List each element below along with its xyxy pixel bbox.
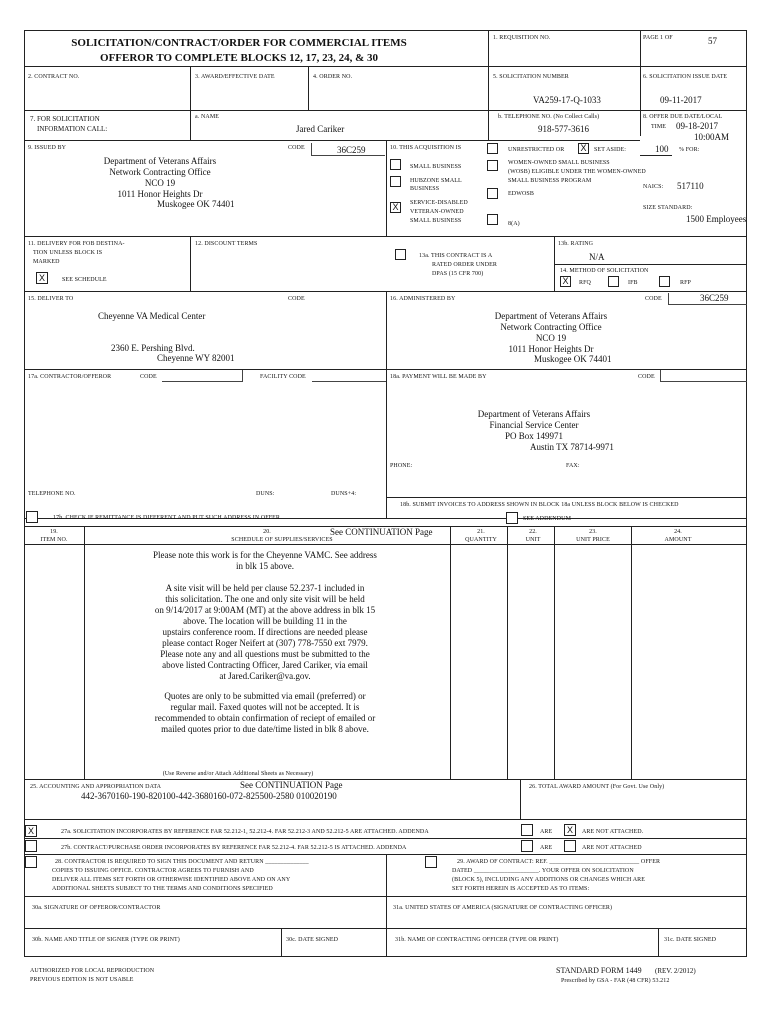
27b-are-checkbox[interactable] xyxy=(521,840,533,852)
telephone-label: b. TELEPHONE NO. (No Collect Calls) xyxy=(498,114,600,120)
administered-by-address: Department of Veterans Affairs Network Contracting Office NCO 19 1011 Honor Heights Dr xyxy=(494,311,608,354)
officer-date-label: 31c. DATE SIGNED xyxy=(664,937,717,943)
discount-terms-label: 12. DISCOUNT TERMS xyxy=(195,241,258,247)
delivery-fob-label-2: TION UNLESS BLOCK IS xyxy=(33,250,103,256)
telephone-number[interactable]: 918-577-3616 xyxy=(538,124,589,134)
officer-name-label: 31b. NAME OF CONTRACTING OFFICER (TYPE OR PRINT) xyxy=(395,937,559,943)
award-date-label: 3. AWARD/EFFECTIVE DATE xyxy=(195,74,275,80)
unrestricted-label: UNRESTRICTED OR xyxy=(508,147,565,153)
payment-address: Department of Veterans Affairs Financial Service Center PO Box 149971 xyxy=(477,409,591,441)
size-standard-label: SIZE STANDARD: xyxy=(643,205,693,211)
offeror-date-label: 30c. DATE SIGNED xyxy=(286,937,339,943)
administered-by-code[interactable]: 36C259 xyxy=(700,293,729,303)
set-aside-label: SET ASIDE: xyxy=(594,147,627,153)
contractor-label: 17a. CONTRACTOR/OFFEROR xyxy=(28,374,112,380)
col-unit-price-num: 23. xyxy=(589,529,597,535)
administered-by-label: 16. ADMINISTERED BY xyxy=(390,296,456,302)
rfp-checkbox[interactable] xyxy=(659,276,670,287)
solicitation-number[interactable]: VA259-17-Q-1033 xyxy=(533,95,601,105)
accounting-continuation: See CONTINUATION Page xyxy=(240,780,343,790)
wosb-label-2: (WOSB) ELIGIBLE UNDER THE WOMEN-OWNED xyxy=(508,169,646,175)
footer-prescribed: Prescribed by GSA - FAR (48 CFR) 53.212 xyxy=(561,978,670,984)
total-award-label: 26. TOTAL AWARD AMOUNT (For Govt. Use Only) xyxy=(529,784,665,790)
27a-checkbox[interactable]: X xyxy=(25,825,37,837)
small-business-label: SMALL BUSINESS xyxy=(410,164,462,170)
for-solicitation-label: 7. FOR SOLICITATION xyxy=(30,115,100,123)
duns-label: DUNS: xyxy=(256,491,275,497)
28-line3: DELIVER ALL ITEMS SET FORTH OR OTHERWISE IDENTIFIED ABOVE AND ON ANY xyxy=(52,877,291,883)
col-quantity-num: 21. xyxy=(477,529,485,535)
see-addendum-checkbox[interactable] xyxy=(506,512,518,524)
27b-are-not-label: ARE NOT ATTACHED xyxy=(582,845,642,851)
size-standard[interactable]: 1500 Employees xyxy=(686,214,747,224)
schedule-note-3: Quotes are only to be submitted via email (preferred) or regular mail. Faxed quotes will not be accepted. It is recommended to obtain confirmation of reciept of emailed or mailed quotes prior to due date/time listed in blk 8 above. xyxy=(154,691,376,734)
rfq-checkbox[interactable]: X xyxy=(560,276,571,287)
officer-signature-label: 31a. UNITED STATES OF AMERICA (SIGNATURE OF CONTRACTING OFFICER) xyxy=(393,905,613,911)
col-amount: AMOUNT xyxy=(664,537,692,543)
27a-are-not-label: ARE NOT ATTACHED. xyxy=(582,829,644,835)
administered-by-code-label: CODE xyxy=(645,296,662,302)
acquisition-label: 10. THIS ACQUISITION IS xyxy=(390,145,462,151)
duns4-label: DUNS+4: xyxy=(331,491,357,497)
footer-authorized: AUTHORIZED FOR LOCAL REPRODUCTION xyxy=(30,968,155,974)
information-call-label: INFORMATION CALL: xyxy=(37,125,108,133)
solicitation-number-label: 5. SOLICITATION NUMBER xyxy=(493,74,569,80)
set-aside-percent[interactable]: 100 xyxy=(655,144,669,154)
issued-by-code[interactable]: 36C259 xyxy=(337,145,366,155)
reverse-note: (Use Reverse and/or Attach Additional Sheets as Necessary) xyxy=(162,771,314,777)
27b-checkbox[interactable] xyxy=(25,840,37,852)
footer-revision: (REV. 2/2012) xyxy=(655,967,696,975)
payment-label: 18a. PAYMENT WILL BE MADE BY xyxy=(390,374,487,380)
see-schedule-checkbox[interactable]: X xyxy=(36,272,48,284)
ifb-label: IFB xyxy=(628,280,638,286)
schedule-note-2: A site visit will be held per clause 52.237-1 included in this solicitation. The one and only site visit will be held on 9/14/2017 at 9:00AM (MT) at the above address in blk 15 above. The location will be building 11 in the upstairs conference room. If directions are needed please please contact Roger Neifert at (307) 778-7550 ext 7979. Please note any and all questions must be submitted to the above listed Contracting Officer, Jared Cariker, via email at Jared.Cariker@va.gov. xyxy=(154,583,376,681)
delivery-fob-label-1: 11. DELIVERY FOR FOB DESTINA- xyxy=(28,241,125,247)
29-line2: DATED _____________________. YOUR OFFER ON SOLICITATION xyxy=(452,868,634,874)
see-addendum-label: SEE ADDENDUM xyxy=(523,516,572,522)
rating-value[interactable]: N/A xyxy=(589,252,605,262)
deliver-to-city: Cheyenne WY 82001 xyxy=(157,353,235,363)
col-quantity: QUANTITY xyxy=(465,537,497,543)
telephone-no-label: TELEPHONE NO. xyxy=(28,491,76,497)
order-no-label: 4. ORDER NO. xyxy=(313,74,353,80)
time-label: TIME xyxy=(651,124,667,130)
deliver-to-street: 2360 E. Pershing Blvd. xyxy=(111,343,195,353)
27b-are-not-checkbox[interactable] xyxy=(564,840,576,852)
issued-by-city: Muskogee OK 74401 xyxy=(157,199,235,209)
28-checkbox[interactable] xyxy=(25,856,37,868)
28-line4: ADDITIONAL SHEETS SUBJECT TO THE TERMS AND CONDITIONS SPECIFIED xyxy=(52,886,273,892)
payment-city: Austin TX 78714-9971 xyxy=(530,442,614,452)
deliver-to-code-label: CODE xyxy=(288,296,305,302)
col-unit-num: 22. xyxy=(529,529,537,535)
contract-no-label: 2. CONTRACT NO. xyxy=(28,74,80,80)
payment-code-label: CODE xyxy=(638,374,655,380)
hubzone-label-2: BUSINESS xyxy=(410,186,440,192)
set-aside-underline xyxy=(640,155,672,156)
facility-code-box[interactable] xyxy=(312,370,386,382)
form-title-line1: SOLICITATION/CONTRACT/ORDER FOR COMMERCIAL ITEMS xyxy=(71,37,407,49)
offer-due-date[interactable]: 09-18-2017 xyxy=(676,121,718,131)
naics-code[interactable]: 517110 xyxy=(677,181,704,191)
col-amount-num: 24. xyxy=(674,529,682,535)
issue-date-label: 6. SOLICITATION ISSUE DATE xyxy=(643,74,728,80)
issued-by-label: 9. ISSUED BY xyxy=(28,145,67,151)
col-schedule-num: 20. xyxy=(263,529,271,535)
remittance-checkbox[interactable] xyxy=(26,511,38,523)
27a-are-label: ARE xyxy=(540,829,553,835)
rated-order-label-3: DPAS (15 CFR 700) xyxy=(432,271,484,277)
rating-label: 13b. RATING xyxy=(558,241,594,247)
rfp-label: RFP xyxy=(680,280,691,286)
col-item-no: ITEM NO. xyxy=(40,537,68,543)
hubzone-checkbox[interactable] xyxy=(390,176,401,187)
rated-order-checkbox[interactable] xyxy=(395,249,406,260)
27b-are-label: ARE xyxy=(540,845,553,851)
wosb-label-1: WOMEN-OWNED SMALL BUSINESS xyxy=(508,160,610,166)
29-line3: (BLOCK 5), INCLUDING ANY ADDITIONS OR CHANGES WHICH ARE xyxy=(452,877,645,883)
sdvosb-checkbox[interactable]: X xyxy=(390,202,401,213)
rfq-label: RFQ xyxy=(579,280,591,286)
edwosb-label: EDWOSB xyxy=(508,191,534,197)
footer-previous-edition: PREVIOUS EDITION IS NOT USABLE xyxy=(30,977,134,983)
submit-invoices-label: 18b. SUBMIT INVOICES TO ADDRESS SHOWN IN BLOCK 18a UNLESS BLOCK BELOW IS CHECKED xyxy=(400,502,679,508)
contact-name[interactable]: Jared Cariker xyxy=(296,124,345,134)
29-checkbox[interactable] xyxy=(425,856,437,868)
8a-label: 8(A) xyxy=(508,221,520,227)
see-schedule-label: SEE SCHEDULE xyxy=(62,277,107,283)
unrestricted-checkbox[interactable] xyxy=(487,143,498,154)
27b-text: 27b. CONTRACT/PURCHASE ORDER INCORPORATES BY REFERENCE FAR 52.212-4. FAR 52.212-5 IS ATTACHED. ADDENDA xyxy=(61,845,407,851)
wosb-label-3: SMALL BUSINESS PROGRAM xyxy=(508,178,592,184)
signer-name-label: 30b. NAME AND TITLE OF SIGNER (TYPE OR PRINT) xyxy=(32,937,180,943)
edwosb-checkbox[interactable] xyxy=(487,188,498,199)
administered-by-city: Muskogee OK 74401 xyxy=(534,354,612,364)
col-schedule: SCHEDULE OF SUPPLIES/SERVICES xyxy=(231,537,333,543)
27a-text: 27a. SOLICITATION INCORPORATES BY REFERENCE FAR 52.212-1, 52.212-4. FAR 52.212-3 AND 52.212-5 ARE ATTACHED. ADDENDA xyxy=(61,829,429,835)
issued-by-address: Department of Veterans Affairs Network Contracting Office NCO 19 1011 Honor Heights Dr xyxy=(103,156,217,199)
rated-order-label-1: 13a. THIS CONTRACT IS A xyxy=(419,253,493,259)
small-business-checkbox[interactable] xyxy=(390,159,401,170)
27a-are-checkbox[interactable] xyxy=(521,824,533,836)
offer-due-label: 8. OFFER DUE DATE/LOCAL xyxy=(643,114,723,120)
contractor-code-box[interactable] xyxy=(162,370,243,382)
percent-for-label: % FOR: xyxy=(679,147,700,153)
offer-due-time[interactable]: 10:00AM xyxy=(694,132,730,142)
8a-checkbox[interactable] xyxy=(487,214,498,225)
footer-form-name: STANDARD FORM 1449 xyxy=(556,966,642,975)
method-label: 14. METHOD OF SOLICITATION xyxy=(560,268,649,274)
28-line1: 28. CONTRACTOR IS REQUIRED TO SIGN THIS DOCUMENT AND RETURN ______________ xyxy=(55,859,309,865)
sdvosb-label-3: SMALL BUSINESS xyxy=(410,218,462,224)
col-item-no-num: 19. xyxy=(50,529,58,535)
requisition-label: 1. REQUISITION NO. xyxy=(493,35,551,41)
rated-order-label-2: RATED ORDER UNDER xyxy=(432,262,498,268)
hubzone-label-1: HUBZONE SMALL xyxy=(410,178,462,184)
set-aside-checkbox[interactable]: X xyxy=(578,143,589,154)
sdvosb-label-2: VETERAN-OWNED xyxy=(410,209,464,215)
27a-are-not-checkbox[interactable]: X xyxy=(564,824,576,836)
col-unit-price: UNIT PRICE xyxy=(576,537,610,543)
29-line1: 29. AWARD OF CONTRACT: REF. _____________________________ OFFER xyxy=(457,859,661,865)
contractor-code-label: CODE xyxy=(140,374,157,380)
accounting-data[interactable]: 442-3670160-190-820100-442-3680160-072-825500-2580 010020190 xyxy=(81,791,337,801)
name-label: a. NAME xyxy=(195,114,220,120)
page-total: 57 xyxy=(708,36,717,46)
remittance-label: 17b. CHECK IF REMITTANCE IS DIFFERENT AND PUT SUCH ADDRESS IN OFFER xyxy=(53,515,281,521)
offeror-signature-label: 30a. SIGNATURE OF OFFEROR/CONTRACTOR xyxy=(32,905,161,911)
28-line2: COPIES TO ISSUING OFFICE. CONTRACTOR AGREES TO FURNISH AND xyxy=(52,868,254,874)
schedule-continuation: See CONTINUATION Page xyxy=(330,527,433,537)
deliver-to-name: Cheyenne VA Medical Center xyxy=(98,311,206,321)
phone-label: PHONE: xyxy=(390,463,413,469)
page-label: PAGE 1 OF xyxy=(643,35,673,41)
wosb-checkbox[interactable] xyxy=(487,160,498,171)
ifb-checkbox[interactable] xyxy=(608,276,619,287)
issue-date[interactable]: 09-11-2017 xyxy=(660,95,702,105)
form-title-line2: OFFEROR TO COMPLETE BLOCKS 12, 17, 23, 24, & 30 xyxy=(100,52,378,64)
delivery-fob-label-3: MARKED xyxy=(33,259,60,265)
naics-label: NAICS: xyxy=(643,184,664,190)
facility-code-label: FACILITY CODE xyxy=(260,374,306,380)
accounting-label: 25. ACCOUNTING AND APPROPRIATION DATA xyxy=(30,784,162,790)
sdvosb-label-1: SERVICE-DISABLED xyxy=(410,200,468,206)
29-line4: SET FORTH HEREIN IS ACCEPTED AS TO ITEMS: xyxy=(452,886,590,892)
deliver-to-label: 15. DELIVER TO xyxy=(28,296,74,302)
issued-by-code-label: CODE xyxy=(288,145,305,151)
payment-code-box[interactable] xyxy=(660,370,747,382)
schedule-note-1: Please note this work is for the Cheyenne VAMC. See address in blk 15 above. xyxy=(153,550,377,571)
fax-label: FAX: xyxy=(566,463,580,469)
col-unit: UNIT xyxy=(525,537,541,543)
